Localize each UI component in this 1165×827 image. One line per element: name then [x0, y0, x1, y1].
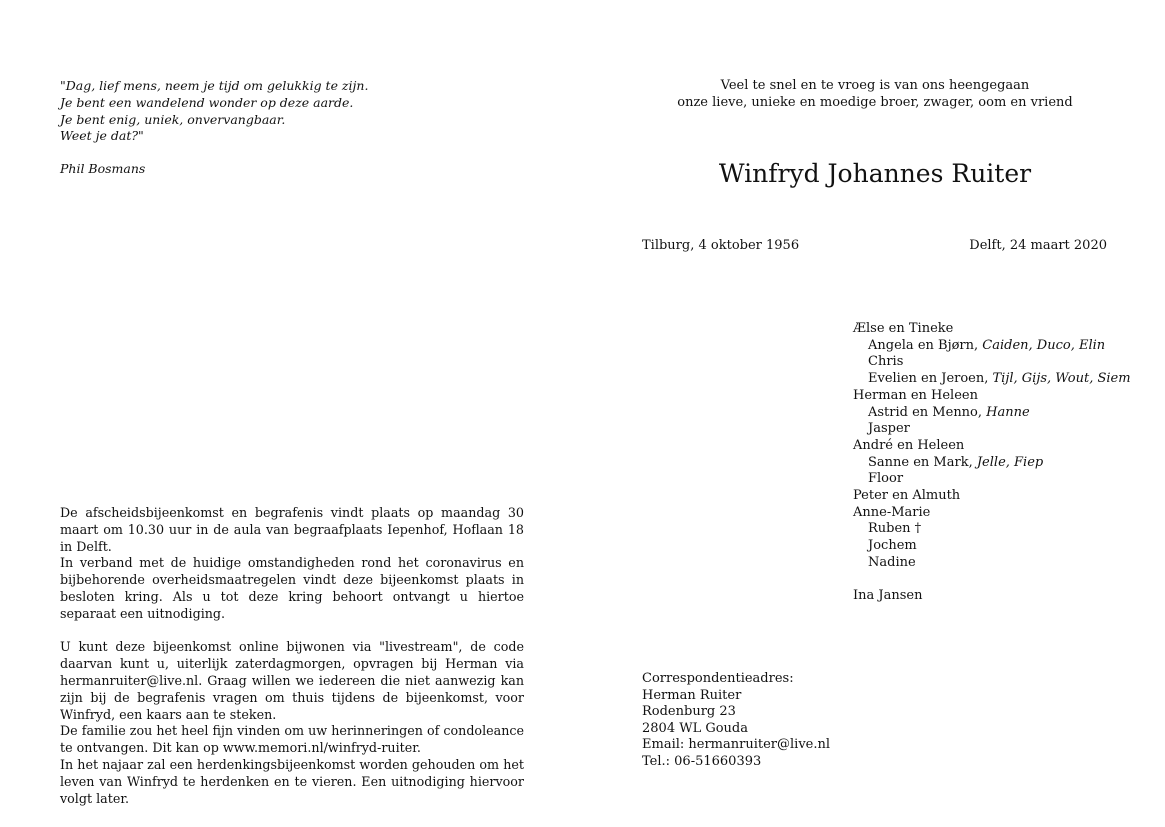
family-member: Anne-Marie — [853, 504, 931, 520]
quote-author: Phil Bosmans — [60, 161, 146, 176]
announcement-intro — [640, 78, 1110, 112]
family-children: Tijl, Gijs, Wout, Siem — [992, 371, 1131, 387]
quote-line: Weet je dat?" — [60, 128, 144, 144]
family-children: Hanne — [986, 404, 1030, 420]
quote-line: Je bent enig, uniek, onvervangbaar. — [60, 111, 286, 127]
deceased-name: Winfryd Johannes Ruiter — [718, 159, 1032, 188]
ceremony-paragraph: U kunt deze bijeenkomst online bijwonen via "livestream", de code daarvan kunt u, uiterlijk zaterdagmorgen, opvragen bij Herman via hermanruiter@live.nl. Graag willen we iedereen die niet aanwezig kan zijn bij de begrafenis vragen om thuis tijdens de bijeenkomst, voor Winfryd, een kaars aan te steken. — [60, 639, 524, 722]
family-row — [853, 405, 1123, 422]
address-phone: Tel.: 06-51660393 — [642, 753, 762, 769]
family-member: Jochem — [868, 538, 917, 554]
family-member: Sanne en Mark, — [868, 454, 977, 470]
poem-quote — [60, 78, 480, 145]
family-member: Astrid en Menno, — [868, 404, 987, 420]
quote-line: "Dag, lief mens, neem je tijd om gelukkig te zijn. — [60, 78, 369, 93]
intro-line: onze lieve, unieke en moedige broer, zwager, oom en vriend — [677, 94, 1073, 110]
family-row — [853, 538, 1123, 555]
family-row — [853, 455, 1123, 472]
family-member: Evelien en Jeroen, — [868, 371, 993, 387]
family-row — [853, 338, 1123, 355]
ceremony-paragraph: In het najaar zal een herdenkingsbijeenkomst worden gehouden om het leven van Winfryd te herdenken en te vieren. Een uitnodiging hiervoor volgt later. — [60, 756, 524, 806]
address-street: Rodenburg 23 — [642, 704, 736, 720]
family-member: Floor — [868, 471, 904, 487]
family-row — [853, 438, 1123, 455]
address-email: Email: hermanruiter@live.nl — [642, 737, 831, 753]
spacer — [853, 572, 1123, 589]
intro-line: Veel te snel en te vroeg is van ons heengegaan — [720, 78, 1030, 93]
family-row — [853, 521, 1123, 538]
family-row — [853, 555, 1123, 572]
ceremony-paragraph: De afscheidsbijeenkomst en begrafenis vindt plaats op maandag 30 maart om 10.30 uur in de aula van begraafplaats Iepenhof, Hoflaan 18 in Delft. — [60, 505, 524, 554]
family-member: Chris — [868, 354, 904, 370]
family-row — [853, 354, 1123, 371]
quote-line: Je bent een wandelend wonder op deze aarde. — [60, 94, 354, 110]
family-children: Caiden, Duco, Elin — [982, 337, 1106, 353]
death-date: Delft, 24 maart 2020 — [969, 238, 1107, 253]
family-row — [853, 371, 1131, 388]
family-member: Angela en Bjørn, — [868, 337, 983, 353]
ceremony-paragraph: In verband met de huidige omstandigheden rond het coronavirus en bijbehorende overheidsmaatregelen vindt deze bijeenkomst plaats in besloten kring. Als u tot deze kring behoort ontvangt u hiertoe separaat een uitnodiging. — [60, 555, 524, 621]
address-city: 2804 WL Gouda — [642, 720, 748, 736]
family-row — [853, 388, 1123, 405]
family-row — [853, 421, 1123, 438]
family-member: André en Heleen — [853, 437, 965, 453]
family-member: Jasper — [868, 421, 910, 437]
family-member: Herman en Heleen — [853, 387, 978, 403]
family-member: Ina Jansen — [853, 588, 923, 604]
family-list — [853, 321, 1131, 605]
birth-date: Tilburg, 4 oktober 1956 — [642, 238, 800, 253]
family-children: Jelle, Fiep — [976, 454, 1044, 470]
family-row — [853, 471, 1123, 488]
address-heading: Correspondentieadres: — [642, 671, 794, 686]
family-member: Nadine — [868, 554, 916, 570]
ceremony-details — [60, 505, 524, 807]
family-member: Ælse en Tineke — [853, 321, 954, 336]
family-row — [853, 321, 1123, 338]
family-row — [853, 588, 1123, 605]
family-member: Peter en Almuth — [853, 488, 961, 504]
spacer — [60, 623, 524, 640]
family-member: Ruben † — [868, 521, 922, 537]
address-name: Herman Ruiter — [642, 687, 742, 703]
family-row — [853, 488, 1123, 505]
ceremony-paragraph: De familie zou het heel fijn vinden om uw herinneringen of condoleance te ontvangen. Dit kan op www.memori.nl/winfryd-ruiter. — [60, 723, 524, 756]
correspondence-address — [642, 671, 830, 771]
family-row — [853, 505, 1123, 522]
